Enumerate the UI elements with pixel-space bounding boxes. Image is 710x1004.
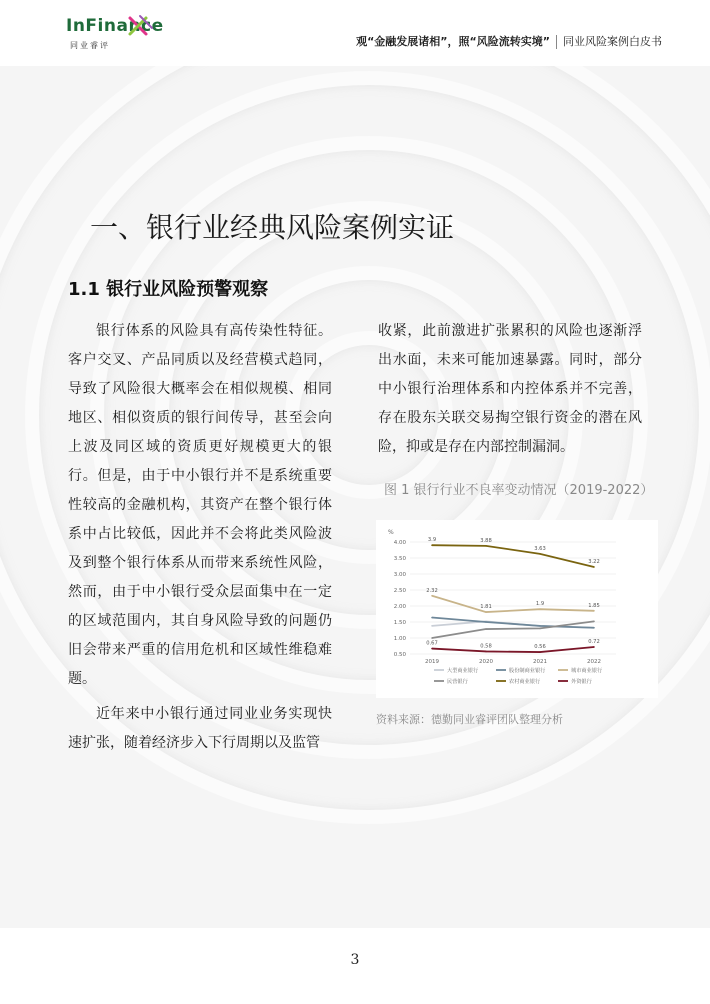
y-tick-label: 2.00 [393,604,406,610]
data-point [539,628,541,630]
subsection-title: 1.1 银行业风险预警观察 [68,279,269,300]
series-line [432,647,594,652]
source-note: 资料来源：德勤同业睿评团队整理分析 [376,713,563,726]
data-point [485,545,487,547]
data-point [539,553,541,555]
data-label: 1.9 [535,601,545,608]
header-title-bar [356,33,662,49]
y-tick-label: 2.50 [393,588,406,594]
data-point [539,651,541,653]
data-label: 3.63 [534,545,546,552]
y-tick-label: 1.00 [393,636,406,642]
data-point [485,621,487,623]
data-point [593,621,595,623]
chart-svg [376,520,658,698]
data-point [431,617,433,619]
paragraph: 近年来中小银行通过同业业务实现快速扩张，随着经济步入下行周期以及监管 [68,706,332,751]
y-tick-label: 0.50 [393,652,406,658]
data-point [593,627,595,629]
data-label: 0.67 [426,640,438,647]
data-point [485,628,487,630]
series-line [432,545,594,567]
logo-x-icon [126,12,154,40]
paragraph: 收紧，此前激进扩张累积的风险也逐渐浮出水面，未来可能加速暴露。同时，部分中小银行治理体系和内控体系并不完善，存在股东关联交易掏空银行资金的潜在风险，抑或是存在内部控制漏洞。 [378,323,642,455]
data-point [431,544,433,546]
data-label: 3.88 [480,537,492,544]
legend-label: 城市商业银行 [571,668,603,674]
y-tick-label: 3.50 [393,556,406,562]
data-label: 3.22 [588,558,600,565]
data-point [539,625,541,627]
x-tick-label: 2019 [425,659,439,665]
series-line [432,618,594,628]
y-tick-label: 4.00 [393,540,406,546]
logo-text: InFinance [66,16,164,36]
series-line [432,596,594,612]
legend-label: 农村商业银行 [509,679,541,685]
data-label: 3.9 [427,537,437,544]
y-tick-label: 3.00 [393,572,406,578]
y-tick-label: 1.50 [393,620,406,626]
legend-label: 外资银行 [571,679,592,685]
page-header [0,0,710,66]
data-label: 0.72 [588,638,600,645]
legend-label: 民营银行 [447,679,468,685]
data-label: 0.56 [534,644,546,651]
data-label: 1.81 [480,604,492,611]
header-slogan: 观“金融发展诸相”，照“风险流转实境” [356,35,550,48]
section-title: 一、银行业经典风险案例实证 [90,211,455,244]
legend-label: 股份制商业银行 [509,668,546,674]
data-point [485,611,487,613]
data-point [485,651,487,653]
data-point [539,608,541,610]
data-label: 0.58 [480,643,492,650]
header-divider [556,35,557,49]
data-point [431,648,433,650]
figure-caption: 图 1 银行行业不良率变动情况（2019-2022） [384,483,654,498]
left-column [68,317,332,758]
page-number: 3 [350,952,360,968]
x-tick-label: 2022 [587,659,601,665]
data-label: 1.85 [588,602,600,609]
brand-logo [66,14,186,54]
y-axis-label: % [388,529,394,536]
data-point [431,625,433,627]
data-point [593,610,595,612]
x-tick-label: 2021 [533,659,547,665]
data-label: 2.32 [426,587,438,594]
paragraph: 银行体系的风险具有高传染性特征。客户交叉、产品同质以及经营模式趋同，导致了风险很大概率会在相似规模、相同地区、相似资质的银行间传导，甚至会向上波及同区域的资质更好规模更大的银行。但是，由于中小银行并不是系统重要性较高的金融机构，其资产在整个银行体系中占比较低，因此并不会将此类风险波及到整个银行体系从而带来系统性风险，然而，由于中小银行受众层面集中在一定的区域范围内，其自身风险导致的问题仍旧会带来严重的信用危机和区域性维稳难题。 [68,323,332,687]
legend-label: 大型商业银行 [447,668,479,674]
npl-line-chart [376,520,658,698]
right-column [378,317,642,462]
logo-subtitle: 同业睿评 [70,41,110,50]
document-title: 同业风险案例白皮书 [563,35,662,48]
data-point [431,595,433,597]
data-point [593,566,595,568]
data-point [593,646,595,648]
data-point [431,637,433,639]
x-tick-label: 2020 [479,659,493,665]
